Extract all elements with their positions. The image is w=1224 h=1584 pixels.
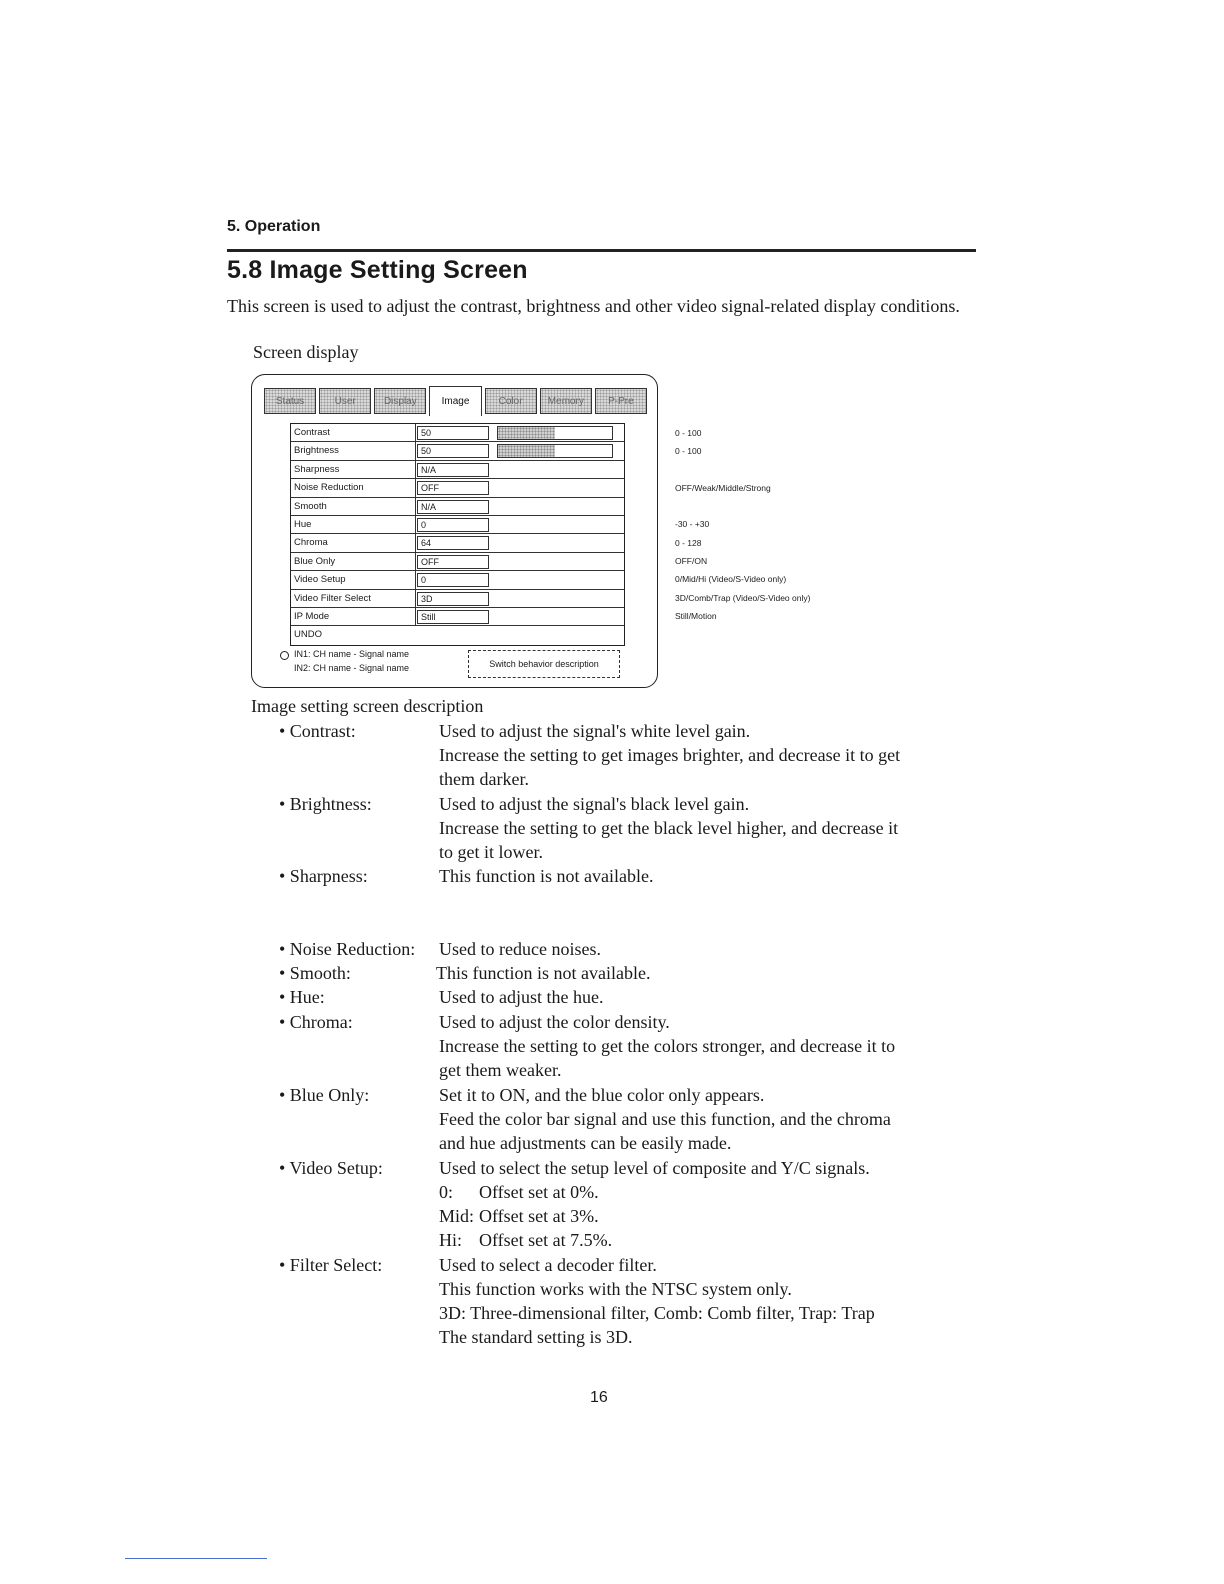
undo-button[interactable]: UNDO xyxy=(294,629,322,641)
desc-text-hue xyxy=(439,985,984,1009)
row-label: Chroma xyxy=(291,534,416,551)
section-label: 5. Operation xyxy=(227,218,321,235)
desc-line: This function is not available. xyxy=(436,963,651,983)
setup-option xyxy=(439,1180,984,1204)
option-text: Offset set at 7.5%. xyxy=(479,1230,613,1250)
desc-label-video-setup: • Video Setup: xyxy=(279,1158,383,1178)
desc-text-contrast xyxy=(439,719,984,791)
header-rule xyxy=(227,249,976,252)
range-chroma: 0 - 128 xyxy=(675,538,702,548)
description-title: Image setting screen description xyxy=(251,696,484,716)
desc-line: This function is not available. xyxy=(439,866,654,886)
desc-label-hue: • Hue: xyxy=(279,987,325,1007)
desc-label-smooth: • Smooth: xyxy=(279,963,351,983)
desc-line: Used to adjust the color density. xyxy=(439,1012,670,1032)
settings-table xyxy=(290,423,625,646)
option-key: Hi: xyxy=(439,1230,463,1250)
desc-line: Used to select the setup level of composite and Y/C signals. xyxy=(439,1158,870,1178)
row-label: Contrast xyxy=(291,424,416,441)
desc-line: Used to reduce noises. xyxy=(439,939,601,959)
image-setting-screen xyxy=(251,374,658,688)
video-filter-value-field[interactable]: 3D xyxy=(417,592,489,606)
row-chroma xyxy=(291,534,624,552)
smooth-value-field[interactable]: N/A xyxy=(417,500,489,514)
input2-signal-text: IN2: CH name - Signal name xyxy=(294,663,410,673)
blue-only-value-field[interactable]: OFF xyxy=(417,555,489,569)
row-label: IP Mode xyxy=(291,608,416,625)
range-noise-reduction: OFF/Weak/Middle/Strong xyxy=(675,483,771,493)
desc-line: The standard setting is 3D. xyxy=(439,1327,633,1347)
hue-value-field[interactable]: 0 xyxy=(417,518,489,532)
desc-text-video-setup xyxy=(439,1156,984,1252)
row-label: Brightness xyxy=(291,442,416,459)
desc-text-filter-select xyxy=(439,1253,984,1349)
desc-label-brightness: • Brightness: xyxy=(279,794,372,814)
row-smooth xyxy=(291,498,624,516)
input1-signal-text: IN1: CH name - Signal name xyxy=(294,649,410,659)
row-brightness xyxy=(291,442,624,460)
range-contrast: 0 - 100 xyxy=(675,428,702,438)
setup-option xyxy=(439,1228,984,1252)
sharpness-value-field[interactable]: N/A xyxy=(417,463,489,477)
contrast-slider-fill xyxy=(498,427,555,439)
row-contrast xyxy=(291,424,624,442)
desc-label-filter-select: • Filter Select: xyxy=(279,1255,383,1275)
row-label: Sharpness xyxy=(291,461,416,478)
brightness-slider[interactable] xyxy=(497,444,613,458)
range-brightness: 0 - 100 xyxy=(675,446,702,456)
range-video-filter: 3D/Comb/Trap (Video/S-Video only) xyxy=(675,593,811,603)
tab-status[interactable]: Status xyxy=(264,388,316,414)
desc-line: them darker. xyxy=(439,769,529,789)
option-text: Offset set at 0%. xyxy=(479,1182,599,1202)
row-label: Smooth xyxy=(291,498,416,515)
row-label: Noise Reduction xyxy=(291,479,416,496)
intro-text: This screen is used to adjust the contrast, brightness and other video signal-related display conditions. xyxy=(227,296,960,316)
screen-caption: Screen display xyxy=(253,342,359,362)
tab-image[interactable]: Image xyxy=(429,386,481,416)
desc-line: get them weaker. xyxy=(439,1060,562,1080)
desc-line: Set it to ON, and the blue color only appears. xyxy=(439,1085,765,1105)
noise-reduction-value-field[interactable]: OFF xyxy=(417,481,489,495)
desc-line: Increase the setting to get the colors stronger, and decrease it to xyxy=(439,1036,896,1056)
desc-line: 3D: Three-dimensional filter, Comb: Comb filter, Trap: Trap xyxy=(439,1303,875,1323)
desc-text-blue-only xyxy=(439,1083,984,1155)
row-sharpness xyxy=(291,461,624,479)
desc-line: Increase the setting to get images brighter, and decrease it to get xyxy=(439,745,901,765)
desc-text-sharpness xyxy=(439,864,984,888)
desc-label-sharpness: • Sharpness: xyxy=(279,866,368,886)
row-label: Hue xyxy=(291,516,416,533)
row-ip-mode xyxy=(291,608,624,626)
desc-text-brightness xyxy=(439,792,984,864)
desc-text-noise-reduction xyxy=(439,937,984,961)
option-key: 0: xyxy=(439,1182,454,1202)
footer-line xyxy=(125,1558,267,1559)
desc-line: Feed the color bar signal and use this function, and the chroma xyxy=(439,1109,891,1129)
desc-text-smooth xyxy=(436,961,981,985)
chroma-value-field[interactable]: 64 xyxy=(417,536,489,550)
row-label: Video Filter Select xyxy=(291,590,416,607)
desc-label-chroma: • Chroma: xyxy=(279,1012,353,1032)
option-text: Offset set at 3%. xyxy=(479,1206,599,1226)
desc-line: Increase the setting to get the black level higher, and decrease it xyxy=(439,818,899,838)
row-undo[interactable] xyxy=(291,626,624,644)
brightness-value-field[interactable]: 50 xyxy=(417,444,489,458)
desc-line: This function works with the NTSC system only. xyxy=(439,1279,792,1299)
switch-behavior-box: Switch behavior description xyxy=(468,650,620,678)
range-ip-mode: Still/Motion xyxy=(675,611,717,621)
video-setup-value-field[interactable]: 0 xyxy=(417,573,489,587)
row-blue-only xyxy=(291,553,624,571)
tab-user[interactable]: User xyxy=(319,388,371,414)
desc-label-noise-reduction: • Noise Reduction: xyxy=(279,939,416,959)
desc-line: Used to adjust the hue. xyxy=(439,987,604,1007)
desc-line: to get it lower. xyxy=(439,842,543,862)
desc-label-contrast: • Contrast: xyxy=(279,721,356,741)
desc-label-blue-only: • Blue Only: xyxy=(279,1085,370,1105)
desc-line: Used to adjust the signal's black level gain. xyxy=(439,794,750,814)
input-marker-icon xyxy=(280,651,289,660)
range-hue: -30 - +30 xyxy=(675,519,710,529)
contrast-slider[interactable] xyxy=(497,426,613,440)
tab-display[interactable]: Display xyxy=(374,388,426,414)
option-key: Mid: xyxy=(439,1206,475,1226)
tab-p-pre[interactable]: P-Pre xyxy=(595,388,647,414)
row-label: Video Setup xyxy=(291,571,416,588)
desc-line: and hue adjustments can be easily made. xyxy=(439,1133,732,1153)
desc-line: Used to select a decoder filter. xyxy=(439,1255,657,1275)
tab-color[interactable]: Color xyxy=(485,388,537,414)
contrast-value-field[interactable]: 50 xyxy=(417,426,489,440)
ip-mode-value-field[interactable]: Still xyxy=(417,610,489,624)
tab-bar xyxy=(264,388,647,416)
row-hue xyxy=(291,516,624,534)
tab-memory[interactable]: Memory xyxy=(540,388,592,414)
row-label: Blue Only xyxy=(291,553,416,570)
brightness-slider-fill xyxy=(498,445,555,457)
setup-option xyxy=(439,1204,984,1228)
page-title: 5.8 Image Setting Screen xyxy=(227,256,528,284)
range-blue-only: OFF/ON xyxy=(675,556,708,566)
row-noise-reduction xyxy=(291,479,624,497)
desc-line: Used to adjust the signal's white level gain. xyxy=(439,721,751,741)
row-video-setup xyxy=(291,571,624,589)
range-video-setup: 0/Mid/Hi (Video/S-Video only) xyxy=(675,574,787,584)
page-number: 16 xyxy=(590,1389,608,1406)
desc-text-chroma xyxy=(439,1010,984,1082)
row-video-filter-select xyxy=(291,590,624,608)
